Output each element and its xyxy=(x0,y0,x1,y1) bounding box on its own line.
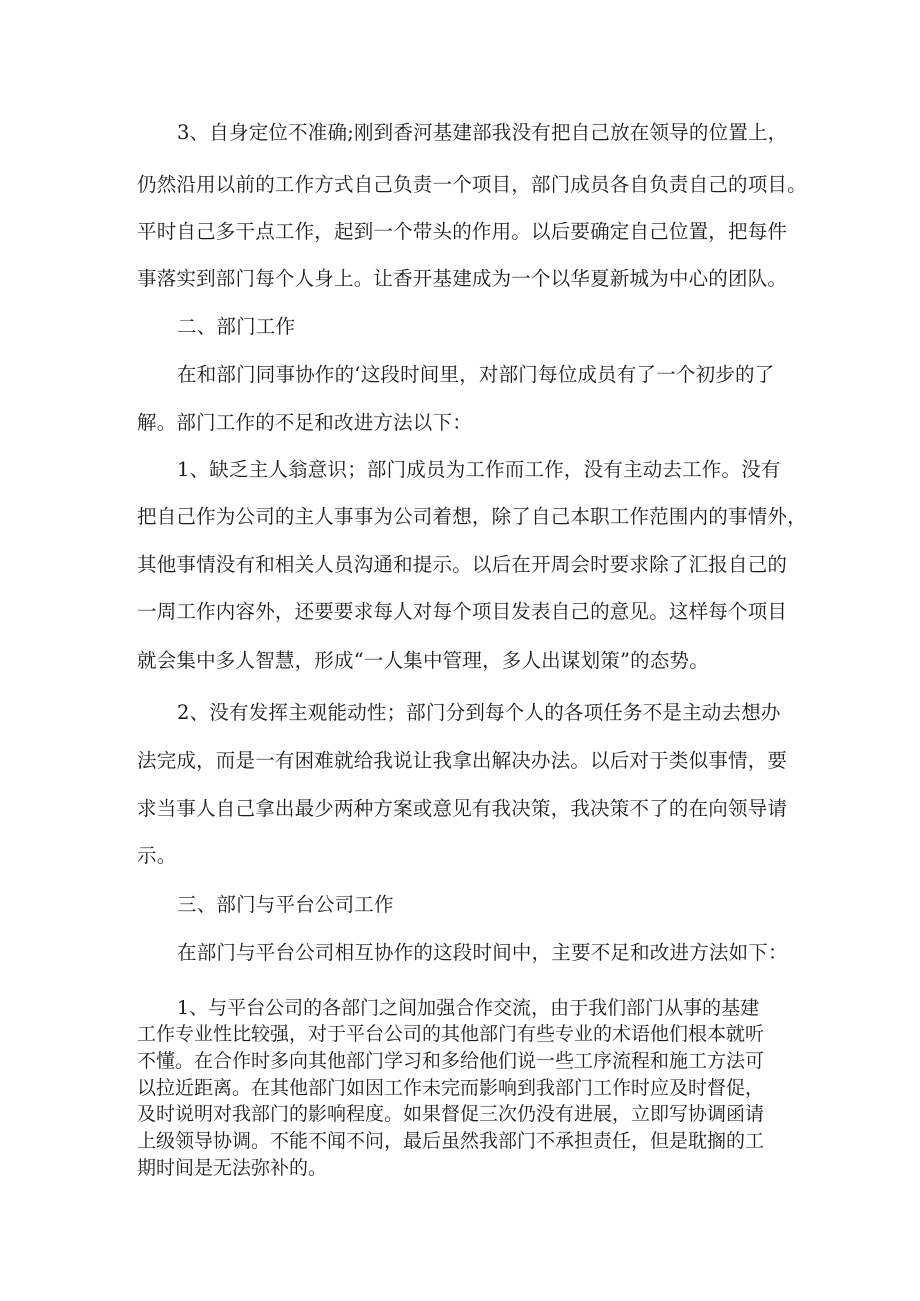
paragraph-3-line-4: 事落实到部门每个人身上。让香开基建成为一个以华夏新城为中心的团队。 xyxy=(137,267,788,290)
item-1-line-5: 就会集中多人智慧，形成“一人集中管理，多人出谋划策”的态势。 xyxy=(137,649,709,672)
paragraph-3-line-1: 3、自身定位不准确;刚到香河基建部我没有把自己放在领导的位置上， xyxy=(177,121,788,144)
platform-item-1-line-7: 期时间是无法弥补的。 xyxy=(137,1157,328,1179)
item-2-line-3: 求当事人自己拿出最少两种方案或意见有我决策，我决策不了的在向领导请 xyxy=(137,797,788,820)
section-heading-department-work: 二、部门工作 xyxy=(177,315,296,338)
platform-intro-line: 在部门与平台公司相互协作的这段时间中，主要不足和改进方法如下： xyxy=(177,941,788,964)
item-2-line-2: 法完成，而是一有困难就给我说让我拿出解决办法。以后对于类似事情，要 xyxy=(137,749,788,772)
intro-paragraph-line-2: 解。部门工作的不足和改进方法以下： xyxy=(137,411,472,434)
item-1-line-4: 一周工作内容外，还要要求每人对每个项目发表自己的意见。这样每个项目 xyxy=(137,600,788,623)
platform-item-1-line-4: 以拉近距离。在其他部门如因工作未完而影响到我部门工作时应及时督促， xyxy=(137,1077,765,1099)
platform-item-1-line-6: 上级领导协调。不能不闻不问，最后虽然我部门不承担责任，但是耽搁的工 xyxy=(137,1130,765,1152)
item-1-line-2: 把自己作为公司的主人事事为公司着想，除了自己本职工作范围内的事情外， xyxy=(137,505,807,528)
intro-paragraph-line-1: 在和部门同事协作的‘这段时间里，对部门每位成员有了一个初步的了 xyxy=(177,363,775,386)
section-heading-platform-work: 三、部门与平台公司工作 xyxy=(177,893,394,916)
item-2-line-4: 示。 xyxy=(137,844,177,867)
item-1-line-3: 其他事情没有和相关人员沟通和提示。以后在开周会时要求除了汇报自己的 xyxy=(137,553,788,576)
platform-item-1-line-2: 工作专业性比较强，对于平台公司的其他部门有些专业的术语他们根本就听 xyxy=(137,1023,765,1045)
paragraph-3-line-3: 平时自己多干点工作，起到一个带头的作用。以后要确定自己位置，把每件 xyxy=(137,220,788,243)
platform-item-1-line-1: 1、与平台公司的各部门之间加强合作交流，由于我们部门从事的基建 xyxy=(177,997,760,1019)
item-2-line-1: 2、没有发挥主观能动性；部门分到每个人的各项任务不是主动去想办 xyxy=(177,701,781,724)
platform-item-1-line-3: 不懂。在合作时多向其他部门学习和多给他们说一些工序流程和施工方法可 xyxy=(137,1050,765,1072)
item-1-line-1: 1、缺乏主人翁意识；部门成员为工作而工作，没有主动去工作。没有 xyxy=(177,458,781,481)
platform-item-1-line-5: 及时说明对我部门的影响程度。如果督促三次仍没有进展，立即写协调函请 xyxy=(137,1103,765,1125)
paragraph-3-line-2: 仍然沿用以前的工作方式自己负责一个项目，部门成员各自负责自己的项目。 xyxy=(137,173,807,196)
